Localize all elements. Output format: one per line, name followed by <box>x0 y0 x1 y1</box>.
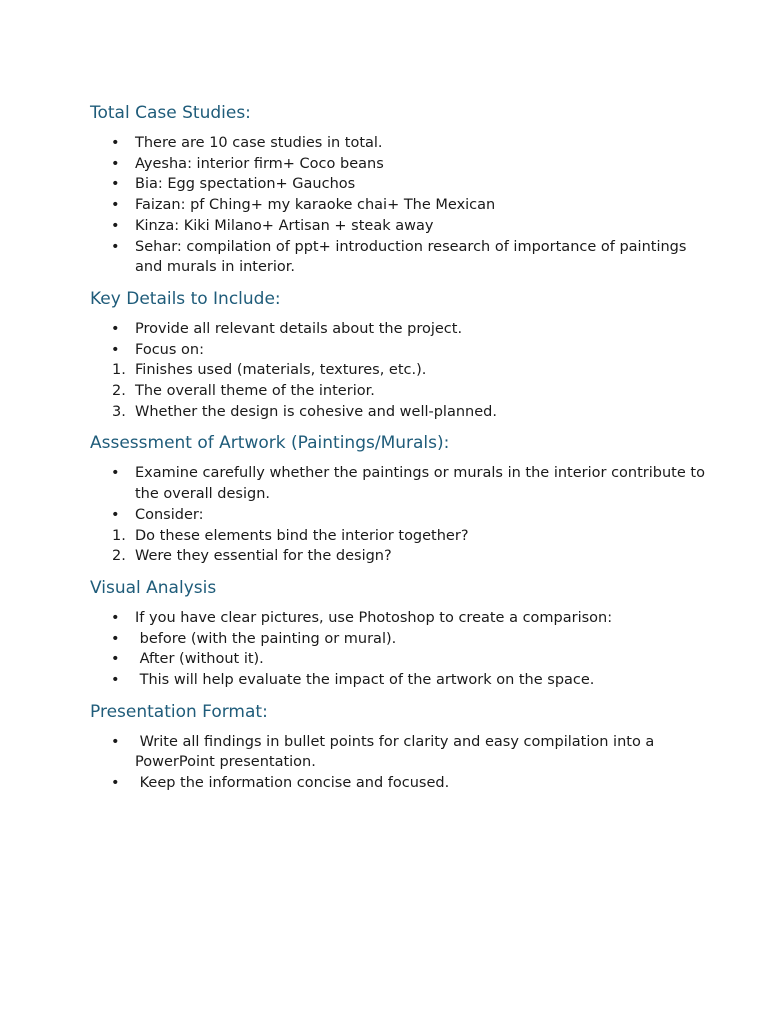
number-marker: 2. <box>112 383 126 400</box>
list-item <box>90 629 708 650</box>
section-assessment-of-artwork <box>90 431 708 567</box>
bullet-marker: • <box>111 672 120 689</box>
list-item-text: Finishes used (materials, textures, etc.). <box>135 362 427 379</box>
list-item-text: Write all findings in bullet points for clarity and easy compilation into a PowerPoint presentation. <box>135 733 659 771</box>
list-item <box>90 133 708 154</box>
list-item <box>90 340 708 361</box>
list-item-text: This will help evaluate the impact of the artwork on the space. <box>135 672 595 689</box>
list-item-text: Were they essential for the design? <box>135 548 392 565</box>
bullet-marker: • <box>111 465 120 482</box>
list-item <box>90 463 708 504</box>
list-item-text: If you have clear pictures, use Photoshop to create a comparison: <box>135 609 613 626</box>
list-item <box>90 381 708 402</box>
bullet-marker: • <box>111 733 120 750</box>
list-item-text: There are 10 case studies in total. <box>135 135 383 151</box>
list-item <box>90 526 708 547</box>
list-item-text: Bia: Egg spectation+ Gauchos <box>135 176 356 193</box>
list-item-text: Consider: <box>135 506 204 523</box>
list-item <box>90 216 708 237</box>
list-item-text: Sehar: compilation of ppt+ introduction research of importance of paintings and murals in interior. <box>135 238 687 276</box>
list-item-text: After (without it). <box>135 651 264 668</box>
list-item <box>90 319 708 340</box>
number-marker: 1. <box>112 527 126 544</box>
list-item <box>90 505 708 526</box>
section-heading: Total Case Studies: <box>90 103 251 123</box>
bullet-marker: • <box>111 155 120 172</box>
bullet-list <box>90 463 708 567</box>
bullet-marker: • <box>111 197 120 214</box>
list-item-text: Keep the information concise and focused. <box>135 775 450 792</box>
list-item-text: Ayesha: interior firm+ Coco beans <box>135 155 384 172</box>
list-item-text: Provide all relevant details about the project. <box>135 320 463 337</box>
list-item <box>90 732 708 773</box>
list-item-text: Do these elements bind the interior together? <box>135 527 469 544</box>
list-item <box>90 195 708 216</box>
bullet-list <box>90 608 708 691</box>
number-marker: 2. <box>112 548 126 565</box>
list-item <box>90 174 708 195</box>
list-item <box>90 608 708 629</box>
section-key-details <box>90 287 708 423</box>
bullet-marker: • <box>111 630 120 647</box>
bullet-marker: • <box>111 320 120 337</box>
list-item <box>90 402 708 423</box>
list-item <box>90 154 708 175</box>
section-heading: Visual Analysis <box>90 577 217 598</box>
list-item <box>90 773 708 794</box>
bullet-list <box>90 732 708 794</box>
bullet-marker: • <box>111 609 120 626</box>
section-heading: Assessment of Artwork (Paintings/Murals): <box>90 433 450 454</box>
bullet-marker: • <box>111 651 120 668</box>
list-item <box>90 649 708 670</box>
section-presentation-format <box>90 700 708 794</box>
bullet-marker: • <box>111 217 120 234</box>
list-item <box>90 360 708 381</box>
section-heading: Presentation Format: <box>90 701 268 722</box>
bullet-list <box>90 319 708 423</box>
list-item-text: The overall theme of the interior. <box>135 383 375 400</box>
section-total-case-studies <box>90 101 708 278</box>
list-item-text: Whether the design is cohesive and well-planned. <box>135 403 497 420</box>
bullet-marker: • <box>111 135 120 151</box>
list-item <box>90 670 708 691</box>
number-marker: 1. <box>112 362 126 379</box>
list-item <box>90 237 708 278</box>
bullet-marker: • <box>111 238 120 255</box>
bullet-marker: • <box>111 506 120 523</box>
bullet-marker: • <box>111 176 120 193</box>
list-item-text: Focus on: <box>135 341 204 358</box>
list-item-text: Examine carefully whether the paintings or murals in the interior contribute to the overall design. <box>135 465 705 503</box>
list-item-text: Faizan: pf Ching+ my karaoke chai+ The Mexican <box>135 197 496 214</box>
section-heading: Key Details to Include: <box>90 288 281 309</box>
number-marker: 3. <box>112 403 126 420</box>
bullet-marker: • <box>111 341 120 358</box>
bullet-list <box>90 133 708 278</box>
section-visual-analysis <box>90 576 708 691</box>
list-item-text: Kinza: Kiki Milano+ Artisan + steak away <box>135 217 434 234</box>
list-item-text: before (with the painting or mural). <box>135 630 397 647</box>
bullet-marker: • <box>111 775 120 792</box>
list-item <box>90 546 708 567</box>
